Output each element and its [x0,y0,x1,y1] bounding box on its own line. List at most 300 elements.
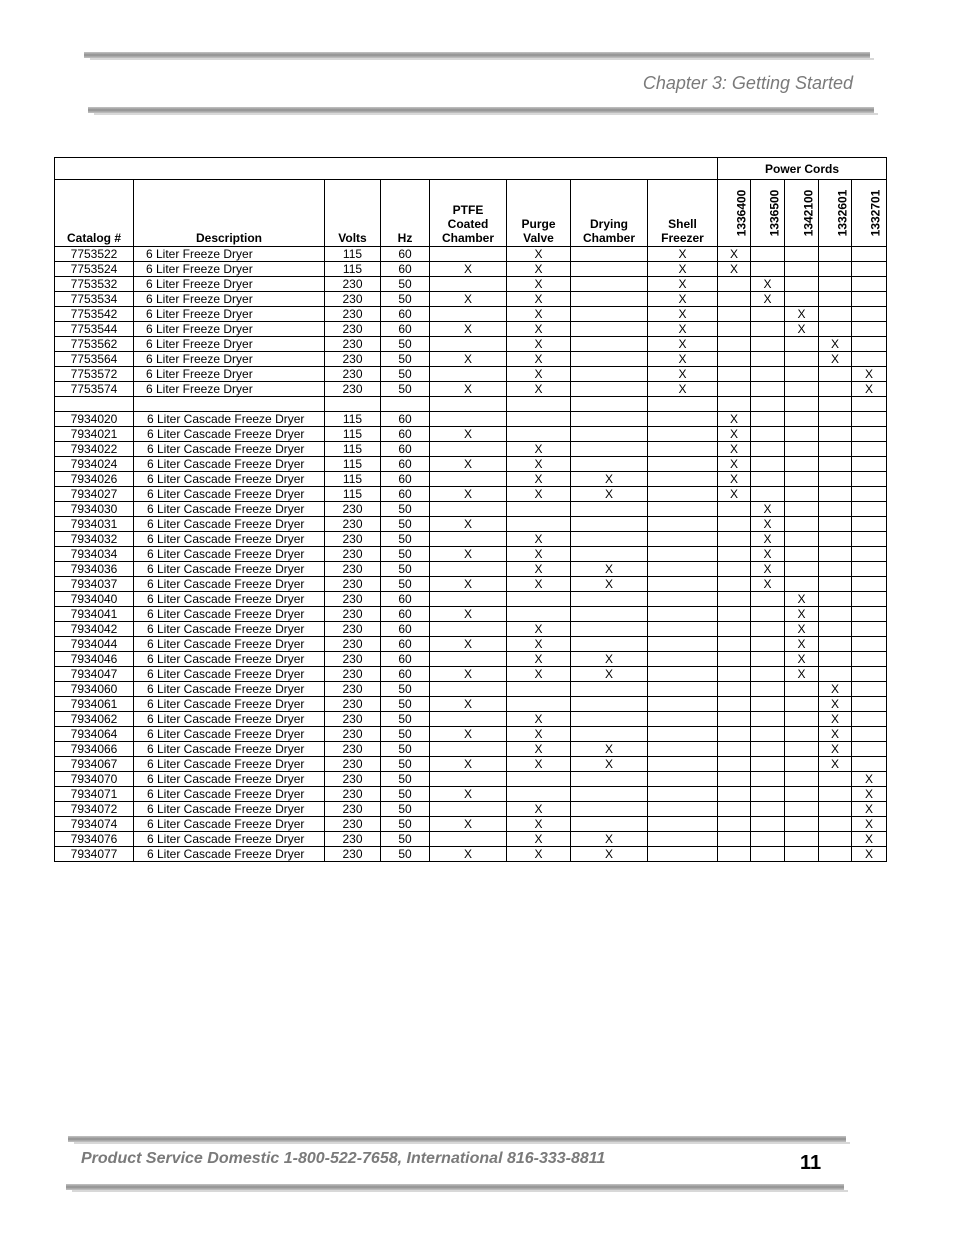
table-cell: 6 Liter Cascade Freeze Dryer [134,592,325,607]
table-cell: 50 [381,562,430,577]
table-cell: 60 [381,607,430,622]
table-cell: 230 [325,787,381,802]
table-cell [785,712,819,727]
table-cell: 6 Liter Cascade Freeze Dryer [134,742,325,757]
table-cell [751,247,785,262]
table-cell: 50 [381,352,430,367]
table-cell: 230 [325,532,381,547]
table-cell: X [571,757,648,772]
table-cell: 230 [325,367,381,382]
col-cord-1336400 [718,180,751,247]
table-cell: X [507,442,571,457]
col-purge [507,180,571,247]
table-cell: 6 Liter Cascade Freeze Dryer [134,457,325,472]
table-cell [819,577,852,592]
table-cell: 7753564 [55,352,134,367]
table-cell [785,337,819,352]
cord-label: 1342100 [801,189,816,237]
table-cell [381,397,430,412]
table-cell: 60 [381,322,430,337]
table-cell: 6 Liter Cascade Freeze Dryer [134,727,325,742]
table-cell: X [648,247,718,262]
table-cell [718,517,751,532]
table-cell [648,712,718,727]
table-cell: 7753522 [55,247,134,262]
table-cell [852,547,887,562]
table-cell: X [718,487,751,502]
footer-contact: Product Service Domestic 1-800-522-7658, International 816-333-8811 [81,1150,606,1167]
table-cell [718,352,751,367]
col-ptfe-line: PTFE [452,203,484,217]
table-cell [819,322,852,337]
table-cell [430,652,507,667]
table-cell: 50 [381,577,430,592]
table-cell [718,622,751,637]
table-cell [507,412,571,427]
table-row [55,502,887,517]
table-cell: X [507,652,571,667]
table-cell: 7934026 [55,472,134,487]
table-cell [430,832,507,847]
table-cell: 60 [381,427,430,442]
table-cell [785,442,819,457]
table-cell [819,382,852,397]
table-cell [751,487,785,502]
table-cell [571,382,648,397]
table-cell [571,622,648,637]
table-cell [648,562,718,577]
table-cell [852,442,887,457]
table-cell [852,457,887,472]
table-cell: 50 [381,532,430,547]
table-cell: X [507,637,571,652]
table-cell [571,322,648,337]
table-cell: 115 [325,487,381,502]
table-cell: X [430,487,507,502]
table-cell [785,367,819,382]
table-cell: 7934020 [55,412,134,427]
table-cell [852,517,887,532]
table-row [55,367,887,382]
table-cell [571,307,648,322]
table-cell [785,772,819,787]
table-cell [819,397,852,412]
table-cell: X [507,337,571,352]
table-cell [648,487,718,502]
table-cell: X [507,352,571,367]
table-row [55,607,887,622]
table-cell: 50 [381,277,430,292]
table-cell [507,682,571,697]
table-cell: 6 Liter Freeze Dryer [134,262,325,277]
col-drying [571,180,648,247]
table-cell [507,517,571,532]
table-cell: X [718,412,751,427]
table-cell: 230 [325,802,381,817]
table-cell [571,517,648,532]
table-cell [571,442,648,457]
table-cell: X [718,472,751,487]
table-cell: X [648,262,718,277]
table-cell [751,352,785,367]
table-cell [571,412,648,427]
table-cell: X [718,442,751,457]
table-cell: 60 [381,637,430,652]
table-row [55,562,887,577]
table-cell: X [571,562,648,577]
table-cell: 50 [381,517,430,532]
table-body [55,247,887,862]
table-cell: 6 Liter Cascade Freeze Dryer [134,847,325,862]
table-cell: 50 [381,742,430,757]
table-cell: X [430,607,507,622]
table-cell: X [571,472,648,487]
table-cell [819,427,852,442]
table-cell [751,337,785,352]
table-cell: 6 Liter Freeze Dryer [134,277,325,292]
page-number: 11 [800,1152,822,1174]
table-row [55,352,887,367]
table-cell: 230 [325,727,381,742]
table-cell: 6 Liter Cascade Freeze Dryer [134,757,325,772]
header-rule-top [84,52,870,58]
table-row [55,652,887,667]
table-cell [718,697,751,712]
table-row [55,442,887,457]
table-cell: X [430,697,507,712]
table-cell: 230 [325,277,381,292]
table-cell: X [571,847,648,862]
table-cell: X [648,352,718,367]
table-cell: 230 [325,637,381,652]
table-cell [507,607,571,622]
table-cell [819,622,852,637]
table-cell: X [819,682,852,697]
table-cell: X [430,727,507,742]
table-cell: 230 [325,712,381,727]
table-cell [819,262,852,277]
table-cell: 60 [381,307,430,322]
table-cell: X [785,637,819,652]
table-cell: 6 Liter Cascade Freeze Dryer [134,682,325,697]
table-cell: 230 [325,292,381,307]
table-cell [819,487,852,502]
table-cell: X [852,367,887,382]
table-cell: 60 [381,412,430,427]
table-cell [134,397,325,412]
table-cell [785,487,819,502]
table-cell: X [751,292,785,307]
table-cell [507,427,571,442]
table-cell [819,412,852,427]
table-cell [751,412,785,427]
table-cell [718,742,751,757]
table-cell [852,262,887,277]
table-cell: 50 [381,772,430,787]
table-cell: 6 Liter Freeze Dryer [134,367,325,382]
table-cell [648,502,718,517]
table-cell: 6 Liter Cascade Freeze Dryer [134,697,325,712]
table-cell: 6 Liter Freeze Dryer [134,337,325,352]
table-cell [751,727,785,742]
table-cell [718,532,751,547]
table-cell [648,682,718,697]
table-cell [785,802,819,817]
table-cell [785,262,819,277]
table-cell [648,727,718,742]
table-cell: X [852,832,887,847]
table-cell: 230 [325,847,381,862]
table-cell [571,352,648,367]
table-cell: X [852,787,887,802]
table-row [55,412,887,427]
table-cell [571,787,648,802]
table-cell [751,427,785,442]
table-cell [430,397,507,412]
catalog-table [54,157,887,862]
table-cell: X [430,847,507,862]
table-cell [648,472,718,487]
table-cell [648,652,718,667]
table-cell: 50 [381,802,430,817]
table-row [55,667,887,682]
table-cell: X [430,352,507,367]
table-cell [430,772,507,787]
table-cell [819,247,852,262]
table-cell: X [571,742,648,757]
table-cell: 230 [325,682,381,697]
table-cell [852,322,887,337]
table-cell [819,637,852,652]
table-cell: X [571,667,648,682]
table-cell: X [785,322,819,337]
table-cell: X [751,562,785,577]
table-cell: 7934047 [55,667,134,682]
table-cell [852,607,887,622]
table-cell [819,532,852,547]
table-cell: 115 [325,427,381,442]
table-cell [751,697,785,712]
table-row [55,292,887,307]
table-cell [852,577,887,592]
table-cell [648,442,718,457]
table-cell: 230 [325,772,381,787]
table-cell [785,457,819,472]
table-cell: 7934067 [55,757,134,772]
table-cell: 7934044 [55,637,134,652]
table-cell: 50 [381,787,430,802]
table-cell [785,292,819,307]
table-cell: 7934031 [55,517,134,532]
table-row [55,487,887,502]
table-cell: X [852,847,887,862]
table-cell: 6 Liter Cascade Freeze Dryer [134,472,325,487]
table-cell [751,367,785,382]
table-cell [571,262,648,277]
table-cell: 7934032 [55,532,134,547]
table-cell [852,712,887,727]
table-cell [852,667,887,682]
table-row [55,397,887,412]
table-cell: 6 Liter Cascade Freeze Dryer [134,607,325,622]
table-cell [718,277,751,292]
table-cell: 6 Liter Freeze Dryer [134,352,325,367]
table-cell [648,742,718,757]
table-cell [751,607,785,622]
table-cell: X [718,427,751,442]
table-cell [648,427,718,442]
table-cell: 7753534 [55,292,134,307]
table-cell: X [819,352,852,367]
table-row [55,382,887,397]
table-cell: 60 [381,442,430,457]
col-shell-line: Shell [668,217,697,231]
table-cell [785,472,819,487]
table-cell [648,697,718,712]
table-cell [852,682,887,697]
table-cell: 6 Liter Cascade Freeze Dryer [134,442,325,457]
table-cell: 230 [325,817,381,832]
table-cell: 115 [325,247,381,262]
table-cell: X [507,742,571,757]
table-cell [648,637,718,652]
table-cell: X [785,622,819,637]
table-cell [751,772,785,787]
table-cell [430,802,507,817]
table-cell [852,502,887,517]
table-cell [648,532,718,547]
table-cell: 50 [381,682,430,697]
table-cell [785,517,819,532]
table-cell [751,382,785,397]
table-cell [751,307,785,322]
table-cell [430,562,507,577]
table-cell [507,592,571,607]
table-cell [648,592,718,607]
table-cell [785,547,819,562]
table-cell [819,802,852,817]
table-cell [571,592,648,607]
table-cell: X [507,457,571,472]
table-cell: X [785,592,819,607]
table-cell: X [785,307,819,322]
table-cell [718,652,751,667]
table-cell [819,667,852,682]
table-cell: 6 Liter Cascade Freeze Dryer [134,562,325,577]
table-cell [751,787,785,802]
table-cell: X [751,577,785,592]
table-cell: X [571,652,648,667]
table-cell [751,397,785,412]
table-cell [852,307,887,322]
table-cell: 50 [381,847,430,862]
table-cell: 60 [381,247,430,262]
table-cell [852,622,887,637]
table-cell: X [819,757,852,772]
table-cell: 6 Liter Cascade Freeze Dryer [134,622,325,637]
table-cell [785,682,819,697]
table-cell: X [819,742,852,757]
table-row [55,847,887,862]
table-cell: X [648,367,718,382]
table-row [55,697,887,712]
table-cell: 6 Liter Cascade Freeze Dryer [134,712,325,727]
table-cell [571,772,648,787]
table-cell: 7934077 [55,847,134,862]
table-cell [718,772,751,787]
table-cell [751,802,785,817]
table-row [55,592,887,607]
column-headers [55,180,887,247]
table-cell [571,277,648,292]
table-cell: 6 Liter Freeze Dryer [134,322,325,337]
table-cell [648,622,718,637]
table-cell: X [648,337,718,352]
table-row [55,832,887,847]
table-cell [571,532,648,547]
table-cell: 6 Liter Cascade Freeze Dryer [134,502,325,517]
table-cell [571,292,648,307]
table-cell [852,562,887,577]
table-cell [430,307,507,322]
table-cell: 60 [381,667,430,682]
table-cell [852,637,887,652]
table-cell: X [507,847,571,862]
table-cell [718,637,751,652]
table-row [55,427,887,442]
table-cell [718,802,751,817]
table-cell [571,247,648,262]
table-cell: 50 [381,337,430,352]
table-cell: 7934037 [55,577,134,592]
col-cord-1336500 [751,180,785,247]
table-cell: 7753574 [55,382,134,397]
table-cell: X [648,277,718,292]
table-cell [718,577,751,592]
table-cell [852,697,887,712]
table-cell [852,742,887,757]
table-cell: 6 Liter Cascade Freeze Dryer [134,772,325,787]
table-cell [785,577,819,592]
table-cell [785,412,819,427]
table-cell [852,412,887,427]
table-cell [648,772,718,787]
table-cell [430,472,507,487]
table-cell: 50 [381,832,430,847]
table-cell: 7753544 [55,322,134,337]
table-cell: X [430,517,507,532]
table-cell: 230 [325,697,381,712]
table-cell [648,832,718,847]
table-cell: 6 Liter Cascade Freeze Dryer [134,412,325,427]
table-cell: 230 [325,592,381,607]
table-cell [819,292,852,307]
table-cell [819,547,852,562]
table-cell: 7753532 [55,277,134,292]
table-cell: 115 [325,457,381,472]
table-group-spacer [55,158,718,180]
table-row [55,547,887,562]
table-cell [852,337,887,352]
table-row [55,337,887,352]
table-cell: 230 [325,622,381,637]
table-cell: 6 Liter Cascade Freeze Dryer [134,532,325,547]
table-cell [852,292,887,307]
table-cell: 7934062 [55,712,134,727]
table-cell [819,472,852,487]
table-cell [852,757,887,772]
table-cell [819,367,852,382]
